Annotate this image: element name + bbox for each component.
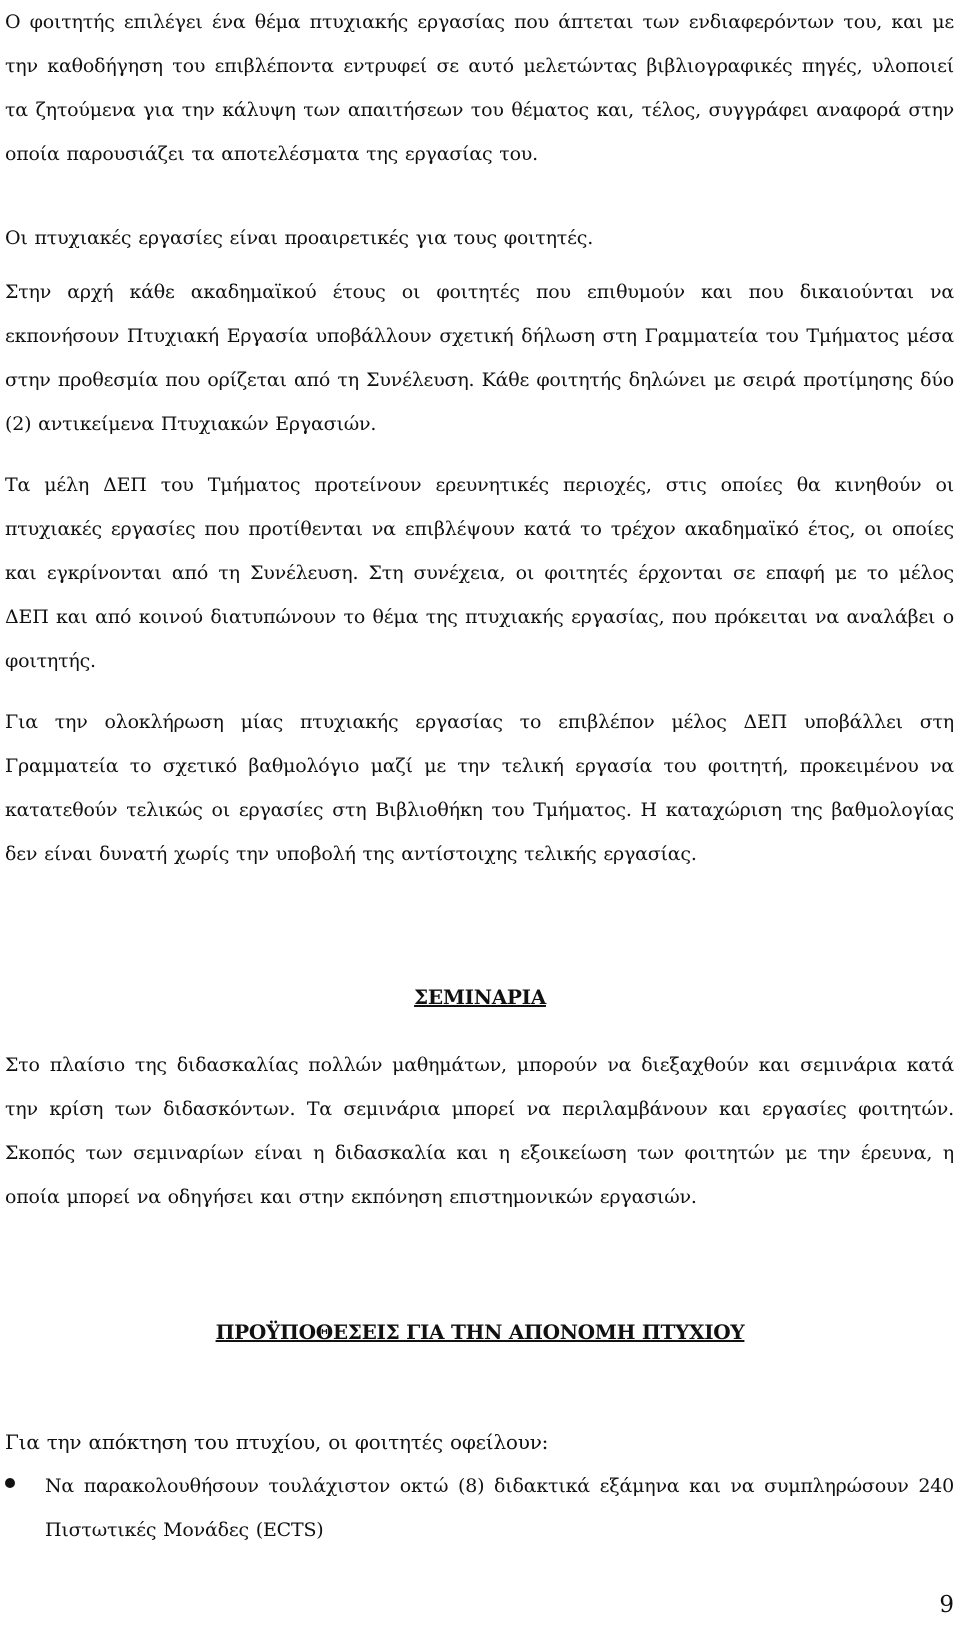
requirements-list [5, 1464, 954, 1552]
paragraph-thesis-description: Ο φοιτητής επιλέγει ένα θέμα πτυχιακής εργασίας που άπτεται των ενδιαφερόντων του, και με την καθοδήγηση του επιβλέποντα εντρυφεί σε αυτό μελετώντας βιβλιογραφικές πηγές, υλοποιεί τα ζητούμενα για την κάλυψη των απαιτήσεων του θέματος και, τέλος, συγγράφει αναφορά στην οποία παρουσιάζει τα αποτελέσματα της εργασίας του. [5, 11, 954, 165]
section-heading-degree-requirements: ΠΡΟΫΠΟΘΕΣΕΙΣ ΓΙΑ ΤΗΝ ΑΠΟΝΟΜΗ ΠΤΥΧΙΟΥ [215, 1320, 745, 1344]
paragraph-thesis-topics: Τα μέλη ΔΕΠ του Τμήματος προτείνουν ερευνητικές περιοχές, στις οποίες θα κινηθούν οι πτυχιακές εργασίες που προτίθενται να επιβλέψουν κατά το τρέχον ακαδημαϊκό έτος, οι οποίες και εγκρίνονται από τη Συνέλευση. Στη συνέχεια, οι φοιτητές έρχονται σε επαφή με το μέλος ΔΕΠ και από κοινού διατυπώνουν το θέμα της πτυχιακής εργασίας, που πρόκειται να αναλάβει ο φοιτητής. [5, 474, 954, 672]
bullet-icon [5, 1478, 15, 1488]
list-item-text: Να παρακολουθήσουν τουλάχιστον οκτώ (8) διδακτικά εξάμηνα και να συμπληρώσουν 240 Πιστωτικές Μονάδες (ECTS) [45, 1475, 954, 1541]
paragraph-thesis-completion: Για την ολοκλήρωση μίας πτυχιακής εργασίας το επιβλέπον μέλος ΔΕΠ υποβάλλει στη Γραμματεία το σχετικό βαθμολόγιο μαζί με την τελική εργασία του φοιτητή, προκειμένου να κατατεθούν τελικώς οι εργασίες στη Βιβλιοθήκη του Τμήματος. Η καταχώριση της βαθμολογίας δεν είναι δυνατή χωρίς την υποβολή της αντίστοιχης τελικής εργασίας. [5, 711, 954, 865]
section-heading-seminars: ΣΕΜΙΝΑΡΙΑ [414, 985, 546, 1009]
paragraph-seminars: Στο πλαίσιο της διδασκαλίας πολλών μαθημάτων, μπορούν να διεξαχθούν και σεμινάρια κατά την κρίση των διδασκόντων. Τα σεμινάρια μπορεί να περιλαμβάνουν και εργασίες φοιτητών. Σκοπός των σεμιναρίων είναι η διδασκαλία και η εξοικείωση των φοιτητών με την έρευνα, η οποία μπορεί να οδηγήσει και στην εκπόνηση επιστημονικών εργασιών. [5, 1054, 954, 1208]
list-item [5, 1464, 954, 1552]
paragraph-thesis-declaration: Στην αρχή κάθε ακαδημαϊκού έτους οι φοιτητές που επιθυμούν και που δικαιούνται να εκπονήσουν Πτυχιακή Εργασία υποβάλλουν σχετική δήλωση στη Γραμματεία του Τμήματος μέσα στην προθεσμία που ορίζεται από τη Συνέλευση. Κάθε φοιτητής δηλώνει με σειρά προτίμησης δύο (2) αντικείμενα Πτυχιακών Εργασιών. [5, 281, 954, 435]
paragraph-thesis-optional: Οι πτυχιακές εργασίες είναι προαιρετικές για τους φοιτητές. [5, 227, 594, 249]
paragraph-degree-intro: Για την απόκτηση του πτυχίου, οι φοιτητές οφείλουν: [5, 1430, 549, 1454]
page-number: 9 [939, 1592, 954, 1618]
